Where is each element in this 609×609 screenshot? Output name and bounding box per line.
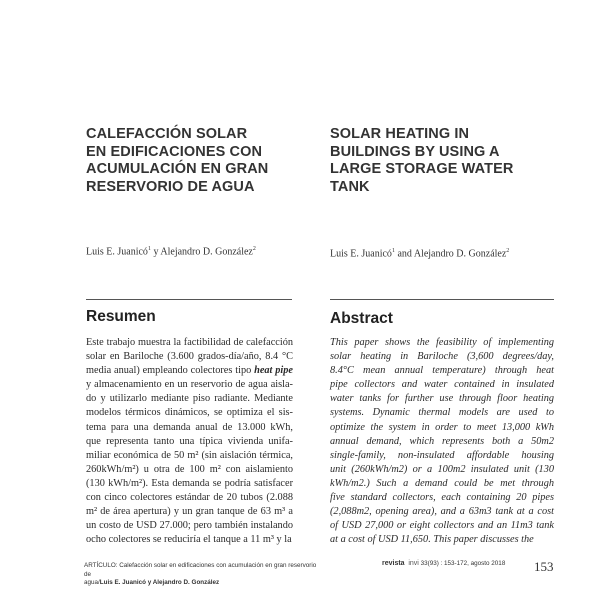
title-line: TANK [330, 178, 370, 195]
text-line: five standard collectors, each containing 20 pipes [330, 492, 554, 504]
text-line: con cinco colectores estándar de 20 tubos (2.088 [86, 492, 293, 504]
text-line: (2,088m2, opening area), and a 63m3 tank at a cost [330, 506, 554, 518]
text-line: This paper shows the feasibility of implementing [330, 337, 554, 348]
footer-journal [382, 560, 522, 567]
text-line: of USD 27,000 or eight collectors and an 11m3 tank [330, 520, 554, 532]
resumen-body [86, 336, 293, 547]
text-line: 260kWh/m²) u otra de 100 m² con aislamiento [86, 463, 293, 475]
text-line: solar en Bariloche (3.600 grados-día/año, 8.4 °C [86, 351, 293, 363]
title-line: BUILDINGS BY USING A [330, 143, 500, 160]
heading-abstract: Abstract [330, 310, 393, 327]
divider-left [86, 299, 292, 300]
title-line: LARGE STORAGE WATER [330, 161, 514, 177]
journal-logo-icon: invi [408, 560, 419, 567]
journal-issue: 33(93) : 153-172, agosto 2018 [420, 560, 506, 567]
text-line: systems. Dynamic thermal models are used to [330, 407, 554, 419]
text-line: (130 kWh/m²). Esta demanda se podría satisfacer [86, 477, 293, 489]
affiliation-1: 1 [147, 246, 151, 252]
footer-article-citation [84, 562, 324, 588]
text-line: media anual) empleando colectores tipo heat pipe [86, 365, 294, 377]
title-line: ACUMULACIÓN EN GRAN [86, 161, 269, 177]
text-line: Este trabajo muestra la factibilidad de calefacción [86, 337, 293, 348]
text-line: 8.4°C mean annual temperature) through heat [330, 365, 554, 377]
title-english [330, 126, 530, 196]
journal-name: revista [382, 560, 405, 567]
author-separator: and Alejandro D. González [394, 248, 507, 260]
divider-right [330, 299, 554, 300]
affiliation-2: 2 [252, 246, 256, 252]
text-line: miliar económica de 50 m² (sin aislación térmica, [86, 449, 293, 461]
text-line: tema para una demanda anual de 13.000 kWh, [86, 421, 293, 433]
article-title-cont: agua/ [84, 579, 100, 586]
text-line: single-family, non-insulated affordable housing [330, 449, 554, 461]
author-1: Luis E. Juanicó [86, 246, 148, 258]
authors-english [330, 248, 550, 259]
text-line: m² de área apertura) y un gran tanque de 63 m³ a [86, 506, 293, 518]
text-line: un costo de USD 27.000; pero también instalando [86, 520, 293, 532]
title-line: CALEFACCIÓN SOLAR [86, 126, 248, 142]
text-line: annual demand, which represents both a 50m2 [330, 435, 554, 447]
text-line: y almacenamiento en un reservorio de agua aisla- [86, 379, 293, 391]
article-label: ARTÍCULO: [84, 562, 118, 569]
right-column [330, 126, 530, 196]
text-line: water tanks for further use through floor heating [330, 393, 554, 405]
authors-spanish [86, 246, 286, 257]
title-line: EN EDIFICACIONES CON [86, 143, 263, 160]
author-1: Luis E. Juanicó [330, 248, 392, 260]
text-line: ocho colectores se reduciría el tanque a 11 m³ y la [86, 534, 292, 546]
affiliation-2: 2 [506, 248, 510, 254]
title-spanish [86, 126, 286, 196]
text-line: unit (260kWh/m2) or a 100m2 insulated unit (130 [330, 463, 554, 475]
page-number: 153 [534, 559, 554, 574]
text-line: modelos térmicos dinámicos, se optimiza el sis- [86, 407, 293, 419]
emphasis-heat-pipe: heat pipe [254, 365, 294, 377]
text-line: optimize the system in order to meet 13,000 kWh [330, 421, 554, 433]
title-line: RESERVORIO DE AGUA [86, 178, 255, 195]
text-line: pipe collectors and water contained in insulated [330, 379, 554, 391]
author-separator: y Alejandro D. González [150, 246, 253, 258]
title-line: SOLAR HEATING IN [330, 126, 470, 142]
left-column [86, 126, 286, 196]
text-line: que representa tanto una típica vivienda unifa- [86, 435, 293, 447]
article-title: Calefacción solar en edificaciones con acumulación en gran reservorio de [84, 562, 317, 578]
affiliation-1: 1 [391, 248, 395, 254]
abstract-body [330, 336, 554, 547]
text-line: at a cost of USD 11,650. This paper discusses the [330, 534, 534, 546]
heading-resumen: Resumen [86, 308, 156, 325]
text-line: kWh/m2.) Such a demand could be met through [330, 477, 554, 489]
text-line: solar heating in Bariloche (3,600 degrees/day, [330, 351, 554, 363]
text-line: do y utilizarlo mediante piso radiante. Mediante [86, 393, 293, 405]
article-authors: Luis E. Juanicó y Alejandro D. González [99, 579, 220, 586]
